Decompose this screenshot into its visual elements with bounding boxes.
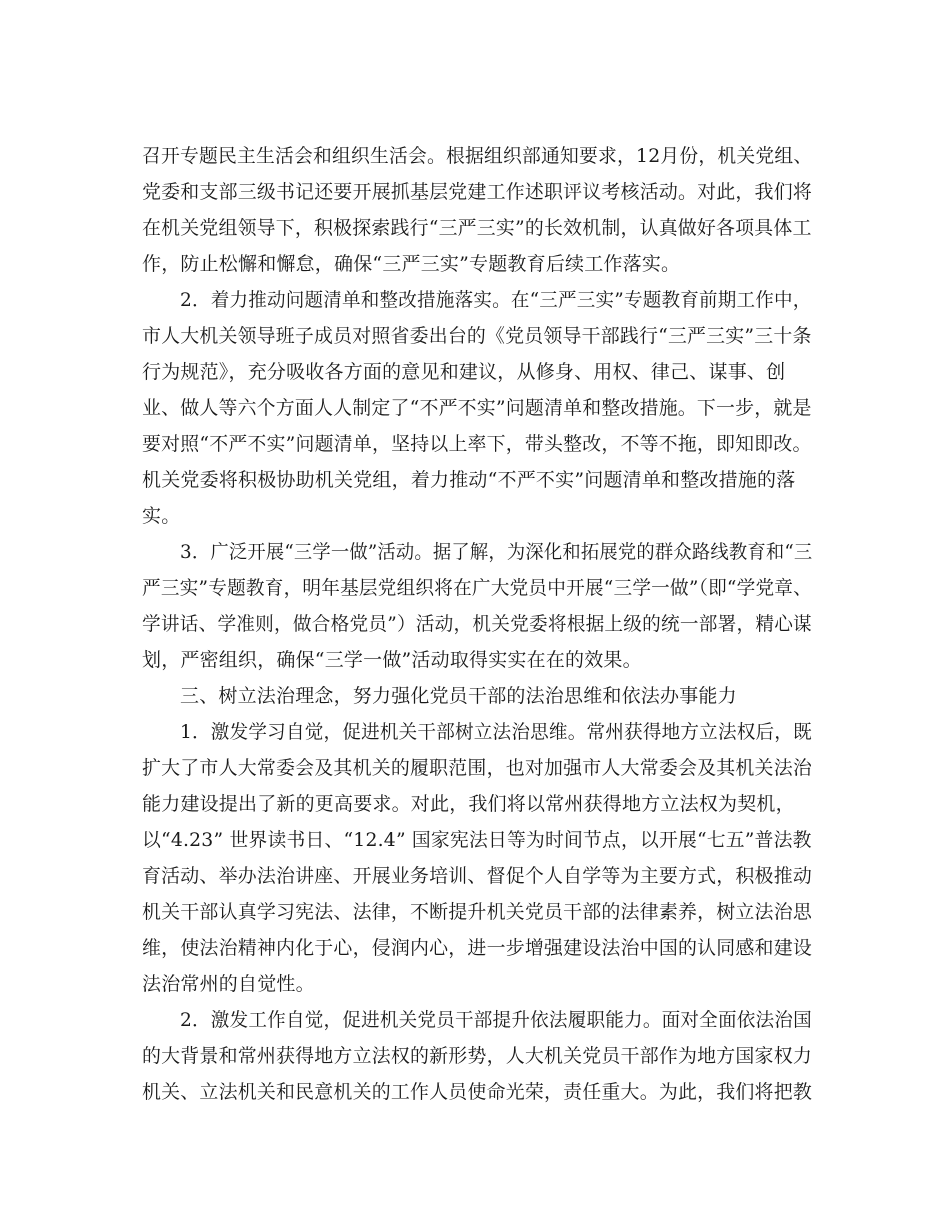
text-line: 实。: [142, 505, 181, 527]
text-line: 扩大了市人大常委会及其机关的履职范围，也对加强市人大常委会及其机关法治: [142, 757, 812, 779]
text-line: 划，严密组织，确保“三学一做”活动取得实实在在的效果。: [142, 649, 642, 671]
text-line: 作，防止松懈和懈怠，确保“三严三实”专题教育后续工作落实。: [142, 253, 681, 275]
section-heading: 三、树立法治理念，努力强化党员干部的法治思维和依法办事能力: [180, 685, 737, 707]
text-line: 要对照“不严不实”问题清单，坚持以上率下，带头整改，不等不拖，即知即改。: [142, 433, 812, 455]
text-line: 法治常州的自觉性。: [142, 973, 315, 995]
text-line: 机关干部认真学习宪法、法律，不断提升机关党员干部的法律素养，树立法治思: [142, 901, 812, 923]
text-line: 以“4.23” 世界读书日、“12.4” 国家宪法日等为时间节点，以开展“七五”普法教: [142, 829, 812, 851]
paragraph-first-line: 3．广泛开展“三学一做”活动。据了解，为深化和拓展党的群众路线教育和“三: [180, 541, 813, 563]
text-line: 在机关党组领导下，积极探索践行“三严三实”的长效机制，认真做好各项具体工: [142, 217, 812, 239]
paragraph-first-line: 1．激发学习自觉，促进机关干部树立法治思维。常州获得地方立法权后，既: [180, 721, 812, 743]
paragraph-first-line: 2．着力推动问题清单和整改措施落实。在“三严三实”专题教育前期工作中，: [180, 289, 812, 311]
text-line: 业、做人等六个方面人人制定了“不严不实”问题清单和整改措施。下一步，就是: [142, 397, 812, 419]
text-line: 学讲话、学准则，做合格党员”）活动，机关党委将根据上级的统一部署，精心谋: [142, 613, 812, 635]
text-line: 能力建设提出了新的更高要求。对此，我们将以常州获得地方立法权为契机，: [142, 793, 795, 815]
text-line: 严三实”专题教育，明年基层党组织将在广大党员中开展“三学一做”（即“学党章、: [142, 577, 812, 599]
text-line: 育活动、举办法治讲座、开展业务培训、督促个人自学等为主要方式，积极推动: [142, 865, 812, 887]
text-line: 市人大机关领导班子成员对照省委出台的《党员领导干部践行“三严三实”三十条: [142, 325, 812, 347]
text-line: 的大背景和常州获得地方立法权的新形势，人大机关党员干部作为地方国家权力: [142, 1045, 812, 1067]
text-line: 党委和支部三级书记还要开展抓基层党建工作述职评议考核活动。对此，我们将: [142, 181, 812, 203]
text-line: 行为规范》，充分吸收各方面的意见和建议，从修身、用权、律己、谋事、创: [142, 361, 786, 383]
paragraph-first-line: 2．激发工作自觉，促进机关党员干部提升依法履职能力。面对全面依法治国: [180, 1009, 812, 1031]
text-line: 维，使法治精神内化于心，侵润内心，进一步增强建设法治中国的认同感和建设: [142, 937, 812, 959]
text-line: 召开专题民主生活会和组织生活会。根据组织部通知要求，12月份，机关党组、: [142, 145, 813, 167]
text-line: 机关党委将积极协助机关党组，着力推动“不严不实”问题清单和整改措施的落: [142, 469, 796, 491]
text-line: 机关、立法机关和民意机关的工作人员使命光荣，责任重大。为此，我们将把教: [142, 1081, 812, 1103]
